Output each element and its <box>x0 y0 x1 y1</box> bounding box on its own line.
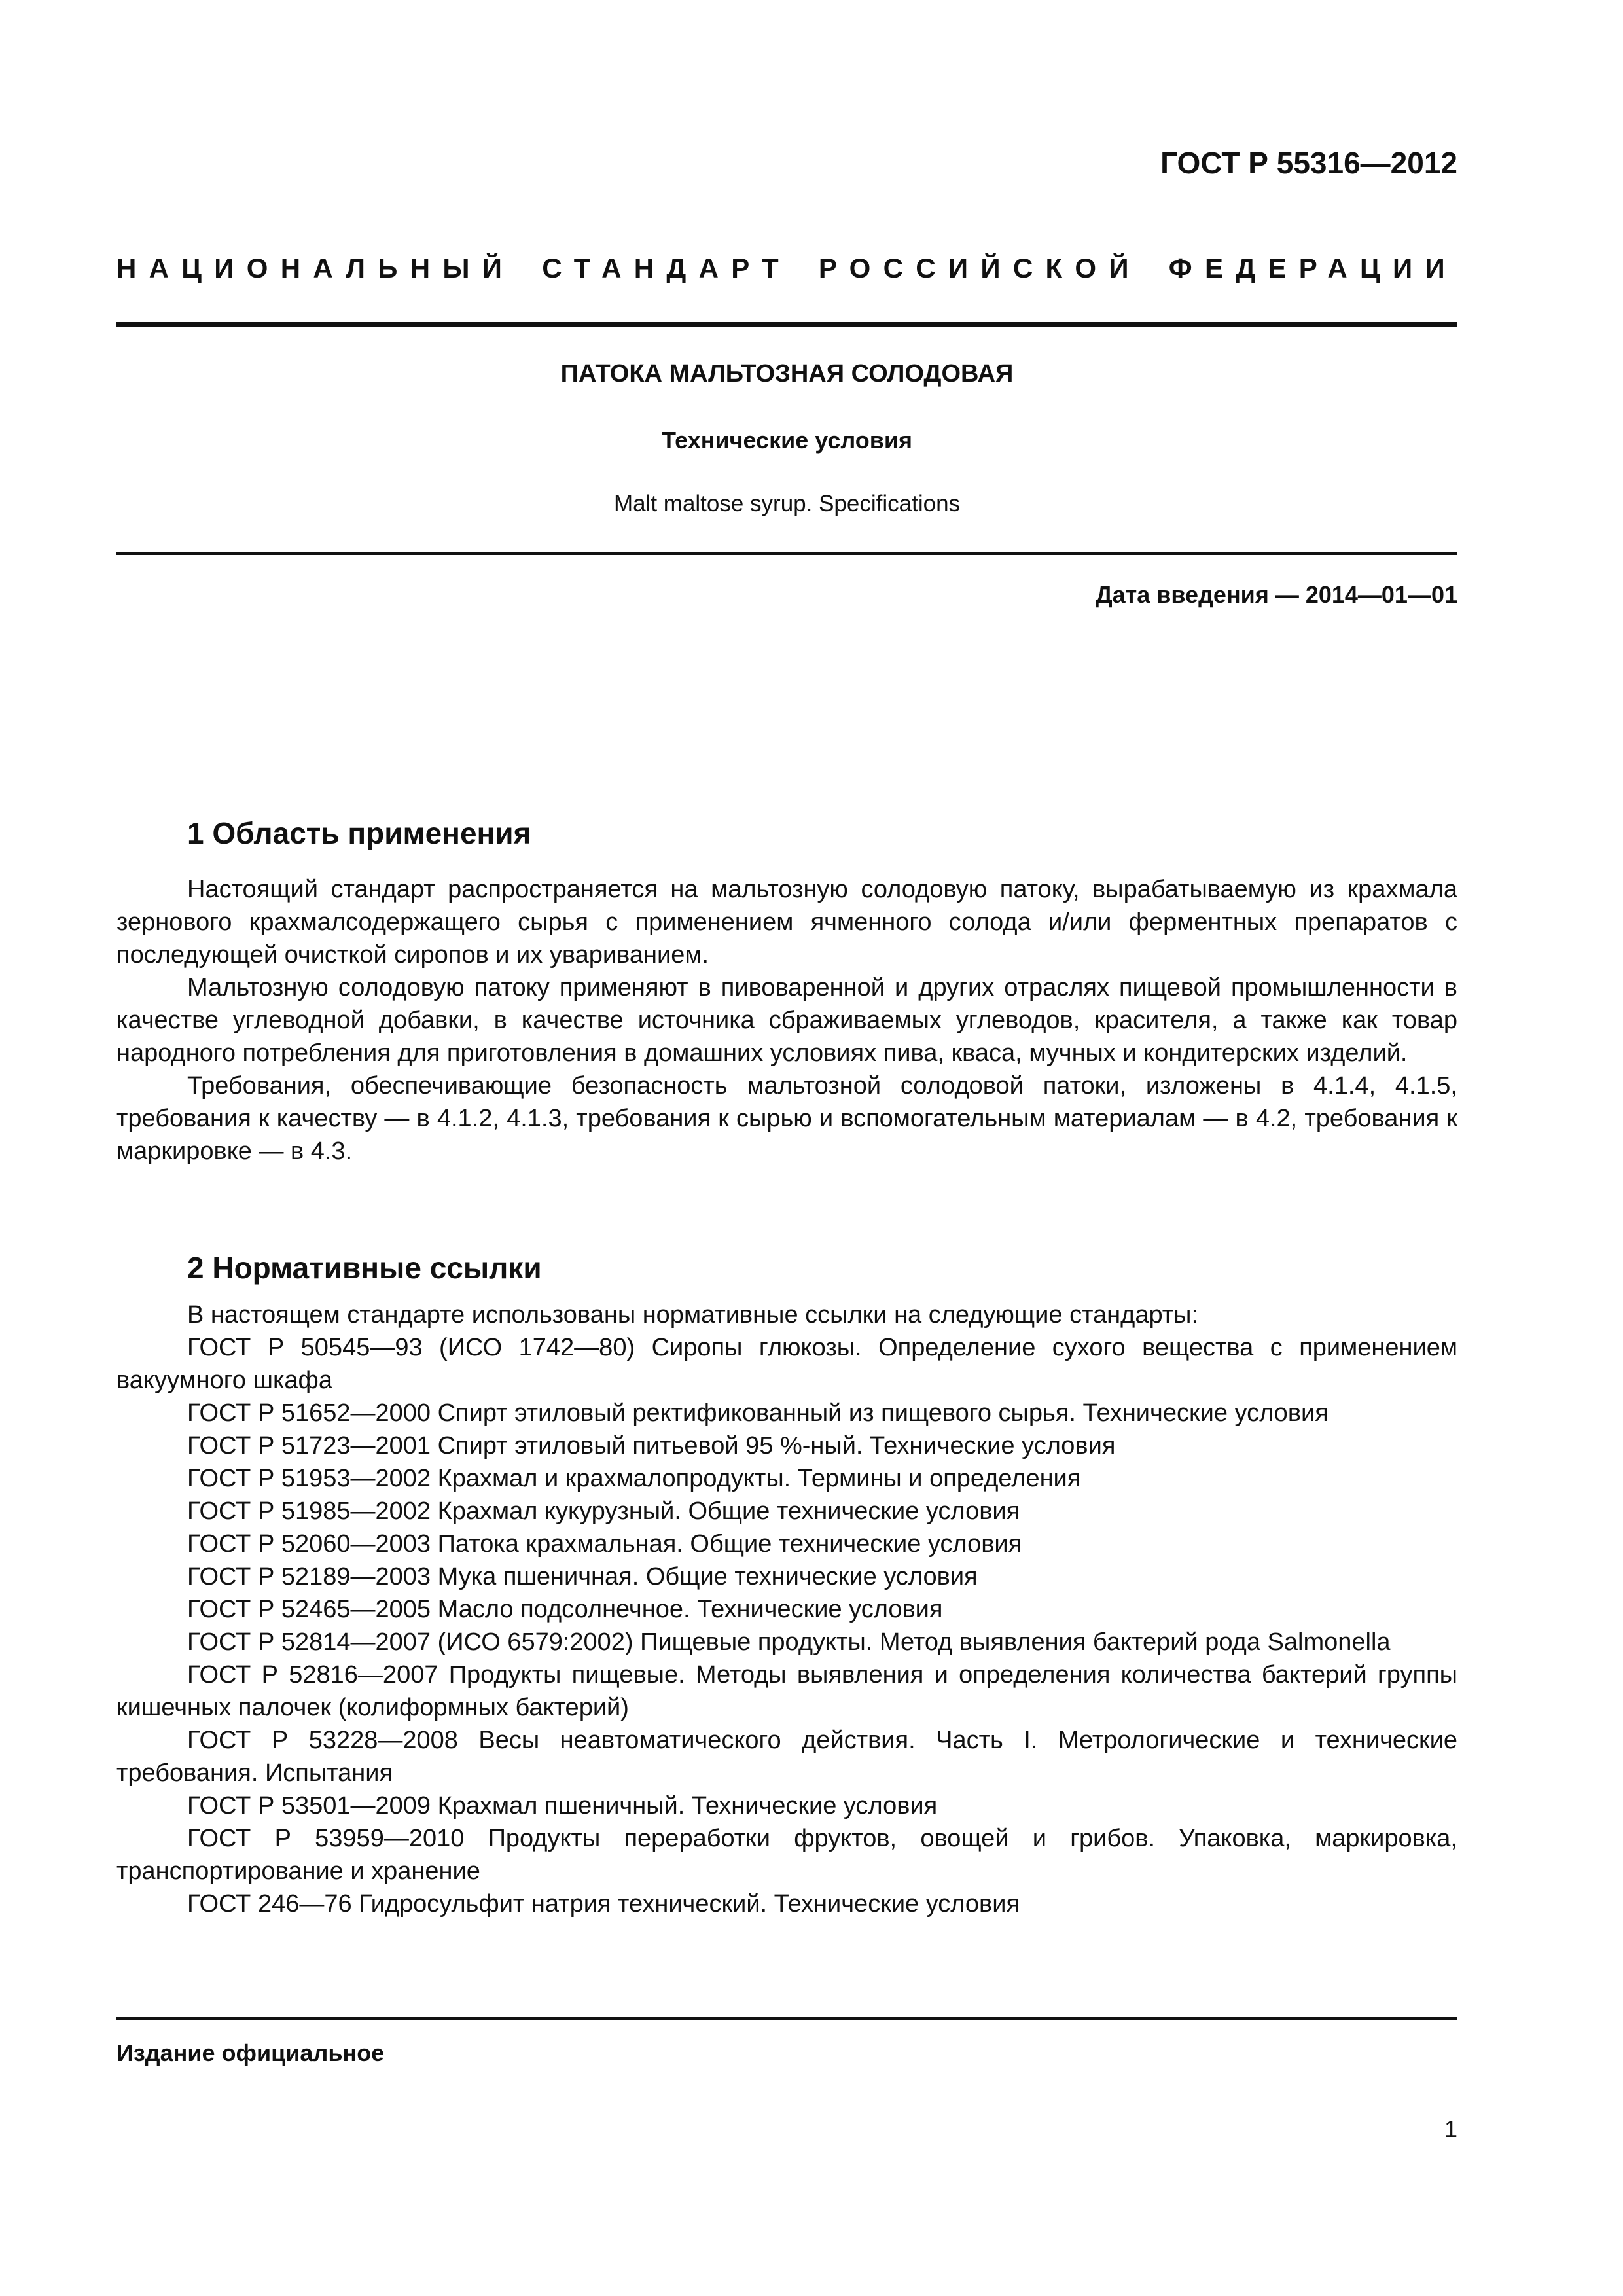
section-1-paragraph: Требования, обеспечивающие безопасность мальтозной солодовой патоки, изложены в 4.1.4, 4.1.5, требования к качеству — в 4.1.2, 4.1.3, требования к сырью и вспомогательным материалам — в 4.2, требования к маркировке — в 4.3. <box>116 1072 1457 1165</box>
english-title: Malt maltose syrup. Specifications <box>613 491 961 516</box>
reference-item: ГОСТ Р 53228—2008 Весы неавтоматического действия. Часть I. Метрологические и технические требования. Испытания <box>116 1727 1457 1787</box>
reference-item: ГОСТ Р 52465—2005 Масло подсолнечное. Технические условия <box>187 1596 943 1623</box>
section-1-paragraph: Мальтозную солодовую патоку применяют в пивоваренной и других отраслях пищевой промышленности в качестве углеводной добавки, в качестве источника сбраживаемых углеводов, красителя, а также как товар народного потребления для приготовления в домашних условиях пива, кваса, мучных и кондитерских изделий. <box>116 974 1457 1067</box>
section-1-heading: 1 Область применения <box>187 816 531 850</box>
reference-item: ГОСТ Р 52814—2007 (ИСО 6579:2002) Пищевые продукты. Метод выявления бактерий рода Salmonella <box>187 1628 1391 1656</box>
reference-item: ГОСТ Р 51985—2002 Крахмал кукурузный. Общие технические условия <box>187 1498 1020 1525</box>
section-1-paragraph: Настоящий стандарт распространяется на мальтозную солодовую патоку, вырабатываемую из крахмала зернового крахмалсодержащего сырья с применением ячменного солода и/или ферментных препаратов с последующей очисткой сиропов и их увариванием. <box>116 876 1457 969</box>
section-2-lead: В настоящем стандарте использованы нормативные ссылки на следующие стандарты: <box>187 1301 1199 1329</box>
reference-item: ГОСТ Р 51652—2000 Спирт этиловый ректификованный из пищевого сырья. Технические условия <box>187 1399 1329 1427</box>
page-number: 1 <box>1444 2115 1457 2142</box>
reference-item: ГОСТ Р 53501—2009 Крахмал пшеничный. Технические условия <box>187 1792 938 1820</box>
document-subtitle: Технические условия <box>661 427 913 454</box>
document-number: ГОСТ Р 55316—2012 <box>1160 146 1457 180</box>
reference-item: ГОСТ Р 51953—2002 Крахмал и крахмалопродукты. Термины и определения <box>187 1465 1081 1492</box>
reference-item: ГОСТ Р 50545—93 (ИСО 1742—80) Сиропы глюкозы. Определение сухого вещества с применением вакуумного шкафа <box>116 1334 1457 1394</box>
footer-divider <box>116 2017 1457 2020</box>
section-2-body <box>116 1299 1457 1920</box>
title-divider <box>116 552 1457 555</box>
section-1-body <box>116 873 1457 1168</box>
reference-item: ГОСТ Р 52060—2003 Патока крахмальная. Общие технические условия <box>187 1530 1022 1558</box>
reference-item: ГОСТ Р 53959—2010 Продукты переработки фруктов, овощей и грибов. Упаковка, маркировка, транспортирование и хранение <box>116 1825 1457 1885</box>
introduction-date: Дата введения — 2014—01—01 <box>1095 581 1457 608</box>
official-edition-label: Издание официальное <box>116 2039 385 2066</box>
header-divider <box>116 322 1457 327</box>
reference-item: ГОСТ 246—76 Гидросульфит натрия технический. Технические условия <box>187 1890 1020 1918</box>
reference-item: ГОСТ Р 51723—2001 Спирт этиловый питьевой 95 %-ный. Технические условия <box>187 1432 1116 1460</box>
reference-item: ГОСТ Р 52189—2003 Мука пшеничная. Общие технические условия <box>187 1563 978 1590</box>
national-standard-banner: НАЦИОНАЛЬНЫЙ СТАНДАРТ РОССИЙСКОЙ ФЕДЕРАЦИИ <box>116 253 1457 283</box>
section-2-heading: 2 Нормативные ссылки <box>187 1251 542 1285</box>
document-title: ПАТОКА МАЛЬТОЗНАЯ СОЛОДОВАЯ <box>560 360 1014 387</box>
reference-item: ГОСТ Р 52816—2007 Продукты пищевые. Методы выявления и определения количества бактерий группы кишечных палочек (колиформных бактерий) <box>116 1661 1457 1721</box>
